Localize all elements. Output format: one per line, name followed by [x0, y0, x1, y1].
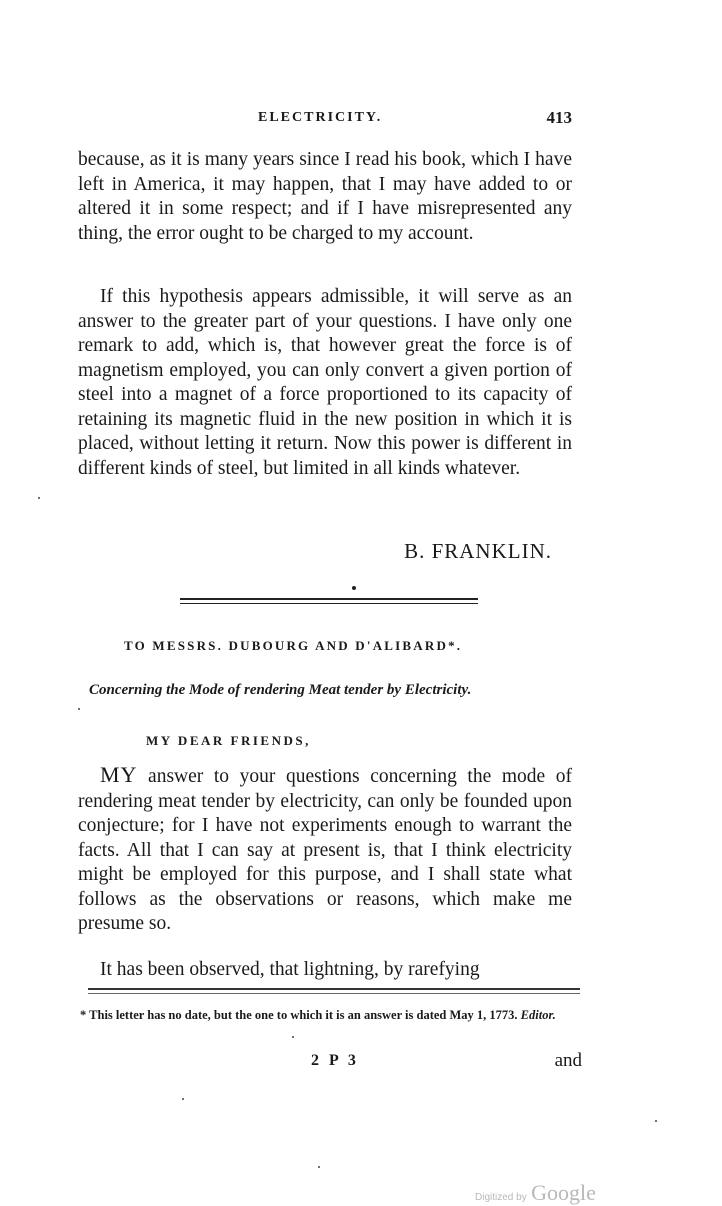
footnote: [80, 1005, 580, 1026]
paragraph-text: [78, 763, 572, 937]
footnote-rule: [88, 988, 580, 990]
paper-speck: [78, 708, 80, 710]
paper-speck: [318, 1166, 320, 1168]
letter-signature: B. FRANKLIN.: [404, 539, 552, 563]
catchword: and: [554, 1050, 582, 1071]
paragraph-hypothesis: [78, 285, 572, 481]
paper-speck: [292, 1036, 294, 1038]
google-logo: Google: [531, 1180, 596, 1205]
watermark-prefix: Digitized by: [475, 1192, 527, 1203]
printer-signature-mark: 2 P 3: [311, 1052, 359, 1069]
page-number: 413: [546, 108, 572, 127]
paragraph-text: If this hypothesis appears admissible, it will serve as an answer to the greater part of your questions. I have only one remark to add, which is, that however great the force is of magnetism employed, you can only convert a given portion of steel into a magnet of a force proportioned to its capacity of retaining its magnetic fluid in the new position in which it is placed, without letting it return. Now this power is different in different kinds of steel, but limited in all kinds whatever.: [78, 286, 572, 479]
opening-word: MY: [100, 762, 138, 787]
letter-heading: TO MESSRS. DUBOURG AND D'ALIBARD*.: [124, 638, 463, 653]
paragraph-answer: [78, 763, 572, 937]
footnote-text: * This letter has no date, but the one to which it is an answer is dated May 1, 1773.: [80, 1008, 518, 1022]
paper-speck: [655, 1120, 657, 1122]
running-head: ELECTRICITY.: [258, 110, 383, 125]
paragraph-text: because, as it is many years since I read his book, which I have left in America, it may happen, that I may have added to or altered it in some respect; and if I have misrepresented any thing, the error ought to be charged to my account.: [78, 149, 572, 244]
letter-salutation: MY DEAR FRIENDS,: [146, 733, 311, 748]
ornament-dot: [352, 586, 356, 590]
paragraph-continued: [78, 148, 572, 246]
section-divider: [180, 598, 478, 604]
divider-thin-rule: [180, 603, 478, 604]
footnote-editor: Editor.: [520, 1008, 556, 1022]
paragraph-text: It has been observed, that lightning, by rarefying: [100, 959, 480, 980]
paper-speck: [182, 1098, 184, 1100]
paragraph-body: answer to your questions concerning the mode of rendering meat tender by electricity, can only be founded upon conjecture; for I have not experiments enough to warrant the facts. All that I can say at present is, that I think electricity might be employed for this purpose, and I shall state what follows as the observations or reasons, which make me presume so.: [78, 766, 572, 934]
footnote-rule-thin: [88, 993, 580, 994]
paragraph-lightning: [78, 958, 572, 983]
page-header: [78, 110, 572, 134]
letter-subtitle: Concerning the Mode of rendering Meat tender by Electricity.: [89, 682, 472, 698]
digitization-watermark: [475, 1180, 596, 1206]
divider-thick-rule: [180, 598, 478, 600]
paper-speck: [38, 497, 40, 499]
